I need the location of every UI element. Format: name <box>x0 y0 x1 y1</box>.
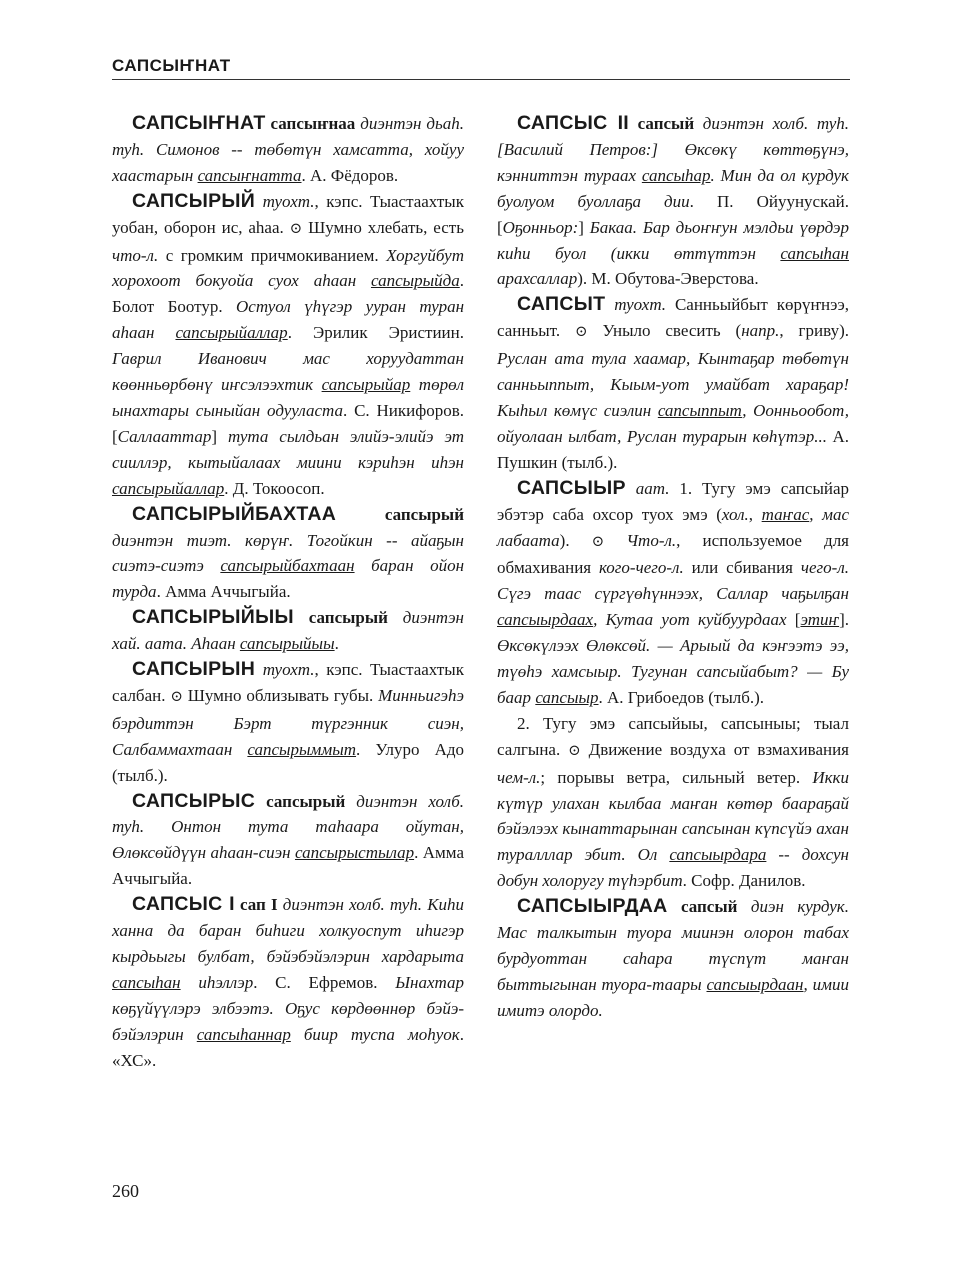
headword: САПСЫРЫС <box>132 789 256 812</box>
entry-text <box>255 792 266 811</box>
dictionary-entry <box>112 111 464 189</box>
example-word: сапсырыйар <box>321 375 411 395</box>
example-text: арахсаллар <box>497 269 578 289</box>
example-text: хол. <box>721 504 749 524</box>
example-word: сапсырыйбахтаан <box>220 556 355 576</box>
example-text: диэнтэн холб. туһ. Киһи ханна да баран биһиги холкуоспут иһигэр кырдьыгы булбат, бэйэбэйэлэрин хардарыта <box>112 895 464 966</box>
entry-text: Шумно хлебать, есть <box>302 217 464 237</box>
example-word: сапсыыр <box>535 687 599 707</box>
entry-text <box>294 608 309 627</box>
headword: САПСЫЫР <box>517 476 626 499</box>
entry-text: . Эрилик Эристиин. <box>287 323 464 343</box>
example-text: диэнтэн холб. туһ. [Василий Петров:] Өксөкү көттөҕүнэ, кэнниттэн тураах <box>497 114 849 185</box>
entry-text: 1. Тугу эмэ сапсыйар эбэтэр саба охсор туох эмэ ( <box>497 478 850 524</box>
example-text: Оҕонньор: <box>502 217 579 237</box>
example-word: сапсырыйыы <box>239 634 335 654</box>
translation-marker-icon: ⊙ <box>591 533 605 550</box>
entry-text: , кэпс. Тыастаахтык салбан. <box>112 660 464 705</box>
entry-text: ). М. Обутова-Эверстова. <box>577 269 759 289</box>
example-text: напр. <box>741 321 780 341</box>
example-text: диэнтэн хай. аата. Аһаан <box>112 608 464 654</box>
dictionary-entry <box>112 657 464 789</box>
example-text: биир туспа моһуок <box>290 1024 460 1044</box>
translation-marker-icon: ⊙ <box>574 324 588 341</box>
example-text: Саллааттар <box>117 426 212 446</box>
entry-text: ). <box>559 530 592 550</box>
example-text: чего-л. <box>800 558 849 578</box>
translation-marker-icon: ⊙ <box>568 742 581 759</box>
example-text: Бакаа. Бар дьоҥҥун мэлдьи үөрдэр киһи буол (икки өттүттэн <box>497 217 849 263</box>
dictionary-entry <box>112 892 464 1073</box>
example-text: Икки күтүр улахан кылбаа маҥан көтөр баараҕай бэйэлээх кынаттарынан сапсынан күпсүйэ ахан туралллар эбит. Ол <box>497 767 849 865</box>
example-text: мас лабаата <box>497 504 849 550</box>
entry-text: . «ХС». <box>112 1024 464 1070</box>
example-word: сапсырыйда <box>370 271 460 291</box>
entry-text: ] <box>578 217 590 237</box>
running-head: САПСЫҤНАТ <box>112 56 231 75</box>
entry-text: 2. Тугу эмэ сапсыйыы, сапсыныы; тыал салгына. <box>497 713 849 759</box>
headword: САПСЫС I <box>132 893 235 916</box>
dictionary-entry <box>112 605 464 657</box>
headword: САПСЫЫРДАА <box>517 895 668 918</box>
example-text: , Кутаа уот куйбуурдаах <box>593 610 787 630</box>
example-word: сапсыһар <box>641 165 711 185</box>
entry-text: Санньыйбыт көрүҥнээ, санньыт. <box>497 295 849 341</box>
example-text: Ынахтар көҕүйүүлэрэ элбээтэ. Оҕус көрдөөннөр бэйэ-бэйэлэрин <box>112 972 464 1044</box>
entry-text: . Болот Боотур. <box>112 271 464 317</box>
example-word: сапсыырдара <box>669 845 767 865</box>
lemma-reference: сапсырый <box>384 504 464 524</box>
entry-text: А. Пушкин (тылб.). <box>497 426 850 472</box>
lemma-reference: сапсырый <box>266 791 346 811</box>
example-text: Руслан ата тула хаамар, Кынтаҕар төбөтүн санньыппыт, Кыым-уот умайбат хараҕар! Кыһыл көмүс сиэлин <box>497 349 849 420</box>
entry-text: [ <box>786 610 801 630</box>
example-text: чем-л. <box>497 767 541 787</box>
entry-text: , гриву). <box>779 321 849 341</box>
example-word: сапсыырдаах <box>497 610 594 630</box>
example-word: сапсырыстылар <box>294 843 415 863</box>
header-rule <box>112 79 850 80</box>
entry-text: . Улуро Адо (тылб.). <box>112 739 464 785</box>
example-word: сапсыһан <box>780 243 849 263</box>
dictionary-entry <box>497 711 849 894</box>
example-word: сапсыырдаан <box>706 974 804 994</box>
example-text: аат. <box>635 478 670 498</box>
example-text: кого-чего-л. <box>599 558 684 578</box>
entry-text: ; порывы ветра, сильный ветер. <box>540 767 813 787</box>
entry-text <box>605 295 614 314</box>
entry-text: , <box>809 504 823 524</box>
example-text: Гаврил Иванович мас хоруудаттан көөнньөрбөнү иҥсэлээхтик <box>112 349 464 395</box>
entry-text: Движение воздуха от взмахивания <box>580 739 849 759</box>
entry-text <box>255 660 263 679</box>
lemma-reference: сапсырый <box>308 608 388 628</box>
entry-text <box>626 479 636 498</box>
dictionary-entry <box>497 292 849 475</box>
entry-text <box>604 531 626 550</box>
entry-text: ]. <box>839 610 849 630</box>
entry-text: , кэпс. Тыастаахтык уобан, оборон ис, аһаа. <box>112 191 464 237</box>
example-word: сапсырыйаллар <box>112 478 225 498</box>
example-text: Минньигэһэ бэрдиттэн Бэрт түргэнник сиэн, Салбаммахтаан <box>112 685 464 759</box>
example-word: сапсыһан <box>112 972 181 992</box>
dictionary-entry <box>497 111 849 292</box>
headword: САПСЫС II <box>517 112 630 134</box>
entry-text: . С. Никифоров. [ <box>112 400 464 446</box>
lemma-reference: сапсый <box>637 114 695 133</box>
entry-text: . П. Ойуунускай. [ <box>497 191 849 237</box>
page-number: 260 <box>112 1181 139 1201</box>
headword: САПСЫРЫЙ <box>132 189 256 212</box>
example-text: диэнтэн тиэт. көрүҥ. Тогойкин -- айаҕын сиэтэ-сиэтэ <box>112 530 464 576</box>
entry-text: , <box>748 504 762 524</box>
entry-text: . <box>334 634 339 654</box>
example-word: сапсыһаннар <box>196 1024 291 1044</box>
entry-text: . Д. Токоосоп. <box>224 478 325 498</box>
entry-text <box>668 897 681 916</box>
example-text: туохт. <box>262 191 315 211</box>
example-word: сапсырыйаллар <box>175 323 288 343</box>
example-text: иһэллэр <box>180 972 254 992</box>
example-text: туохт. <box>614 295 667 315</box>
entry-text: или сбивания <box>683 558 801 578</box>
example-word: таҥас <box>761 504 810 524</box>
example-word: сапсырыммыт <box>247 739 357 759</box>
entry-text: . Софр. Данилов. <box>682 871 806 891</box>
example-word: сапсыппыт <box>657 400 743 420</box>
example-text: -- дохсун добун холоругу түһэрбит <box>497 845 849 891</box>
entry-text <box>336 505 385 524</box>
example-text: диэн курдук. Мас талкытын туора миинэн олорон табах бурдуоттан саһара түспүт маҥан быттыгынан туора-таары <box>497 897 849 994</box>
example-text: Остуол үһүгэр ууран туран аһаан <box>112 297 464 343</box>
example-text: Что-л. <box>626 530 677 550</box>
headword: САПСЫҤНАТ <box>132 112 266 134</box>
headword: САПСЫРЫЙБАХТАА <box>132 502 337 525</box>
example-text: төрөл ынахтары сыныйан одууласта <box>112 375 464 420</box>
headword: САПСЫРЫЙЫЫ <box>132 606 294 629</box>
entry-text <box>255 192 263 211</box>
example-text: Өксөкүлээх Өлөксөй. — Арыый да кэҥээтэ ээ, түөһэ хамсыыр. Тугунан сапсыйабыт? — Бу баар <box>497 636 849 707</box>
translation-marker-icon: ⊙ <box>170 688 183 705</box>
example-text: Хоргуйбут хорохоот бокуойа суох аһаан <box>112 245 464 291</box>
lemma-reference: сапсыҥнаа <box>270 114 356 133</box>
example-text: диэнтэн дьаһ. туһ. Симонов -- төбөтүн хамсатта, хойуу хаастарын <box>112 114 464 185</box>
headword: САПСЫРЫН <box>132 658 256 681</box>
entry-text: Шумно облизывать губы. <box>182 685 379 705</box>
dictionary-entry <box>112 189 464 502</box>
example-text: что-л. <box>112 245 159 265</box>
example-text: . Мин да ол курдук буолуом буоллаҕа дии <box>497 165 850 211</box>
entry-text: . Амма Аччыгыйа. <box>156 582 291 602</box>
example-text: тута сылдьан элийэ-элийэ эт сииллэр, кытыйалаах миини кэриһэн иһэн <box>112 426 465 472</box>
entry-text <box>629 114 638 133</box>
headword: САПСЫТ <box>517 293 606 316</box>
entry-text: с громким причмокиванием. <box>158 245 387 265</box>
entry-text: . А. Фёдоров. <box>301 165 399 185</box>
example-text: , Оонньообот, ойуолаан ылбат, Руслан турарын көһүтэр... <box>497 400 849 446</box>
entry-text: ] <box>211 426 228 446</box>
example-text: диэнтэн холб. туһ. Онтон тута таһаара ойутан, Өлөксөйдүүн аһаан-сиэн <box>112 791 464 863</box>
example-text: баран ойон турда <box>112 556 465 602</box>
right-column <box>497 111 849 1024</box>
lemma-reference: сапсый <box>680 897 738 917</box>
example-text: Сүгэ таас сүргүөһүннээх, Саллар чаҕылҕан <box>497 584 849 604</box>
entry-text: . С. Ефремов. <box>253 972 396 992</box>
example-text: , имии имитэ олордо. <box>497 974 849 1020</box>
entry-text: Уныло свесить ( <box>587 321 742 341</box>
example-word: этиҥ <box>800 610 840 630</box>
example-text: туохт. <box>262 660 315 680</box>
dictionary-entry <box>112 502 464 606</box>
entry-text: . А. Грибоедов (тылб.). <box>598 687 765 707</box>
entry-text: . Амма Аччыгыйа. <box>112 843 464 889</box>
left-column <box>112 111 464 1074</box>
dictionary-entry <box>497 476 849 711</box>
entry-text: , используемое для обмахивания <box>497 530 849 578</box>
dictionary-entry <box>497 894 849 1024</box>
lemma-reference: сап I <box>240 895 278 915</box>
dictionary-entry <box>112 789 464 893</box>
translation-marker-icon: ⊙ <box>289 220 303 237</box>
example-word: сапсыҥнатта <box>197 165 302 185</box>
